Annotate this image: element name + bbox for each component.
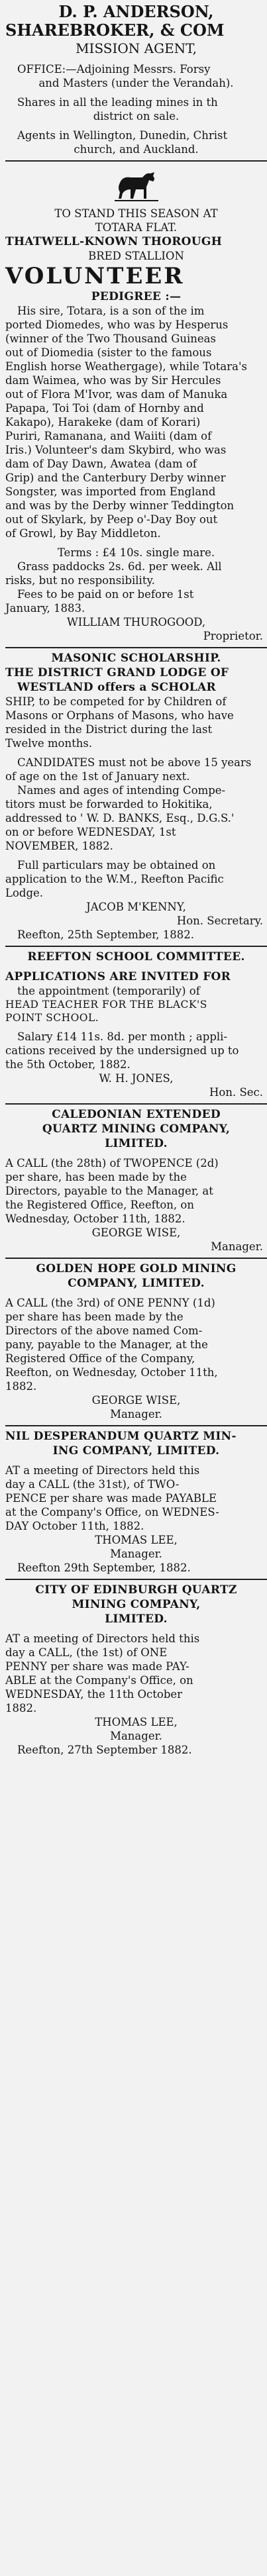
golden-hope-body-line: Registered Office of the Company, <box>5 1352 195 1365</box>
terms-line: Terms : £4 10s. single mare. <box>57 546 215 559</box>
masonic-signature: JACOB M'KENNY, <box>86 901 186 913</box>
edinburgh-ad <box>5 1580 267 1761</box>
pedigree-line: (winner of the Two Thousand Guineas <box>5 332 216 345</box>
pedigree-line: Grip) and the Canterbury Derby winner <box>5 471 226 484</box>
horse-icon <box>113 170 160 204</box>
golden-hope-heading-2: COMPANY, LIMITED. <box>68 1277 205 1290</box>
stallion-line-2: TOTARA FLAT. <box>95 221 178 234</box>
edinburgh-body-line: WEDNESDAY, the 11th October <box>5 1688 183 1701</box>
school-body-line: HEAD TEACHER FOR THE BLACK'S <box>5 999 207 1011</box>
sharebroker-ad <box>5 0 267 162</box>
pedigree-line: Songster, was imported from England <box>5 485 216 498</box>
school-signature-role: Hon. Sec. <box>209 1086 263 1099</box>
masonic-body-line: THE DISTRICT GRAND LODGE OF <box>5 666 229 679</box>
caledonian-heading: CALEDONIAN EXTENDED <box>52 1108 221 1121</box>
caledonian-heading-3: LIMITED. <box>105 1137 168 1150</box>
school-signature: W. H. JONES, <box>99 1072 174 1085</box>
nil-signature-role: Manager. <box>110 1548 162 1560</box>
names-line: NOVEMBER, 1882. <box>5 840 113 852</box>
pedigree-line: Iris.) Volunteer's dam Skybird, who was <box>5 444 227 456</box>
fees-line-2: January, 1883. <box>5 602 85 615</box>
caledonian-signature-role: Manager. <box>211 1240 263 1253</box>
school-heading: REEFTON SCHOOL COMMITTEE. <box>27 950 245 964</box>
pedigree-line: Puriri, Ramanana, and Waiiti (dam of <box>5 430 212 442</box>
masonic-ad <box>5 648 267 947</box>
school-body-line: the appointment (temporarily) of <box>17 985 200 997</box>
edinburgh-body-line: PENNY per share was made PAY- <box>5 1660 189 1673</box>
nil-body-line: at the Company's Office, on WEDNES- <box>5 1506 219 1518</box>
masonic-body-line: resided in the District during the last <box>5 723 213 736</box>
school-body-line: APPLICATIONS ARE INVITED FOR <box>5 970 231 983</box>
names-line: titors must be forwarded to Hokitika, <box>5 798 213 811</box>
golden-hope-body-line: 1882. <box>5 1380 37 1393</box>
office-line-2: and Masters (under the Verandah). <box>38 77 234 89</box>
golden-hope-ad <box>5 1259 267 1426</box>
names-line: addressed to ' W. D. BANKS, Esq., D.G.S.' <box>5 812 235 824</box>
nil-desperandum-ad <box>5 1426 267 1580</box>
masonic-body-line: SHIP, to be competed for by Children of <box>5 695 227 708</box>
candidates-line: CANDIDATES must not be above 15 years <box>17 756 252 769</box>
edinburgh-heading-2: MINING COMPANY, <box>72 1598 201 1611</box>
nil-body-line: PENCE per share was made PAYABLE <box>5 1492 217 1505</box>
caledonian-ad <box>5 1105 267 1259</box>
golden-hope-body-line: Directors of the above named Com- <box>5 1324 203 1337</box>
edinburgh-heading-3: LIMITED. <box>105 1612 168 1626</box>
masonic-date: Reefton, 25th September, 1882. <box>17 928 195 941</box>
stallion-line-4: BRED STALLION <box>88 250 184 262</box>
pedigree-line: English horse Weathergage), while Totara's <box>5 360 247 373</box>
edinburgh-body-line: 1882. <box>5 1702 37 1714</box>
pedigree-line: of Growl, by Bay Middleton. <box>5 527 161 540</box>
names-line: Names and ages of intending Compe- <box>17 784 226 797</box>
agents-line: Agents in Wellington, Dunedin, Christ <box>17 129 228 142</box>
caledonian-body-line: Wednesday, October 11th, 1882. <box>5 1213 186 1225</box>
edinburgh-body-line: AT a meeting of Directors held this <box>5 1632 200 1645</box>
caledonian-body-line: the Registered Office, Reefton, on <box>5 1199 194 1211</box>
caledonian-body-line: per share, has been made by the <box>5 1171 187 1183</box>
nil-heading: NIL DESPERANDUM QUARTZ MIN- <box>5 1430 237 1443</box>
edinburgh-date: Reefton, 27th September 1882. <box>17 1744 192 1756</box>
pedigree-line: dam of Day Dawn, Awatea (dam of <box>5 458 197 470</box>
nil-heading-2: ING COMPANY, LIMITED. <box>52 1444 220 1458</box>
stallion-name: VOLUNTEER <box>5 263 185 289</box>
caledonian-signature: GEORGE WISE, <box>91 1226 181 1239</box>
agents-line-2: church, and Auckland. <box>74 143 199 156</box>
nil-body-line: day a CALL (the 31st), of TWO- <box>5 1478 180 1491</box>
pedigree-line: ported Diomedes, who was by Hesperus <box>5 319 229 331</box>
fees-line: Fees to be paid on or before 1st <box>17 588 194 601</box>
stallion-line-3: THATWELL-KNOWN THOROUGH <box>5 235 223 248</box>
school-body-line: POINT SCHOOL. <box>5 1012 99 1024</box>
stallion-signature-role: Proprietor. <box>203 630 263 642</box>
pedigree-heading: PEDIGREE :— <box>91 290 182 303</box>
particulars-line: Full particulars may be obtained on <box>17 859 216 871</box>
agent-title: SHAREBROKER, & COM <box>5 21 225 40</box>
pedigree-line: out of Diomedia (sister to the famous <box>5 346 212 359</box>
golden-hope-body-line: pany, payable to the Manager, at the <box>5 1338 208 1351</box>
golden-hope-signature-role: Manager. <box>110 1408 162 1420</box>
names-line: on or before WEDNESDAY, 1st <box>5 826 176 838</box>
golden-hope-signature: GEORGE WISE, <box>91 1394 181 1407</box>
pedigree-line: out of Flora M'Ivor, was dam of Manuka <box>5 388 228 401</box>
office-line: OFFICE:—Adjoining Messrs. Forsy <box>17 63 211 75</box>
candidates-line-2: of age on the 1st of January next. <box>5 770 190 783</box>
pedigree-line: dam Waimea, who was by Sir Hercules <box>5 374 221 387</box>
edinburgh-signature-role: Manager. <box>110 1730 162 1742</box>
pedigree-line: His sire, Totara, is a son of the im <box>17 305 205 317</box>
caledonian-body-line: Directors, payable to the Manager, at <box>5 1185 213 1197</box>
stallion-line-1: TO STAND THIS SEASON AT <box>54 207 218 220</box>
grass-line-2: risks, but no responsibility. <box>5 574 155 587</box>
edinburgh-heading: CITY OF EDINBURGH QUARTZ <box>35 1583 237 1597</box>
nil-signature: THOMAS LEE, <box>95 1534 178 1546</box>
edinburgh-signature: THOMAS LEE, <box>95 1716 178 1728</box>
particulars-line: Lodge. <box>5 887 44 899</box>
stallion-ad <box>5 162 267 648</box>
pedigree-line: and was by the Derby winner Teddington <box>5 499 235 512</box>
shares-line-2: district on sale. <box>93 110 180 123</box>
caledonian-heading-2: QUARTZ MINING COMPANY, <box>42 1122 231 1136</box>
pedigree-line: Papapa, Toi Toi (dam of Hornby and <box>5 402 204 415</box>
masonic-heading: MASONIC SCHOLARSHIP. <box>51 652 221 665</box>
masonic-body-line: WESTLAND offers a SCHOLAR <box>17 681 216 694</box>
masonic-body-line: Twelve months. <box>5 737 93 750</box>
agent-name: D. P. ANDERSON, <box>58 2 214 21</box>
pedigree-line: Kakapo), Harakeke (dam of Korari) <box>5 416 201 428</box>
agent-title-2: MISSION AGENT, <box>76 40 197 56</box>
golden-hope-heading: GOLDEN HOPE GOLD MINING <box>36 1262 237 1275</box>
edinburgh-body-line: ABLE at the Company's Office, on <box>5 1674 193 1687</box>
nil-date: Reefton 29th September, 1882. <box>17 1561 191 1574</box>
pedigree-line: out of Skylark, by Peep o'-Day Boy out <box>5 513 218 526</box>
shares-line: Shares in all the leading mines in th <box>17 96 218 109</box>
masonic-body-line: Masons or Orphans of Masons, who have <box>5 709 234 722</box>
golden-hope-body-line: Reefton, on Wednesday, October 11th, <box>5 1366 218 1379</box>
masonic-signature-role: Hon. Secretary. <box>176 915 263 927</box>
school-ad <box>5 947 267 1105</box>
salary-line: Salary £14 11s. 8d. per month ; appli- <box>17 1030 228 1043</box>
golden-hope-body-line: per share has been made by the <box>5 1311 184 1323</box>
pedigree-text <box>5 304 267 540</box>
golden-hope-body-line: A CALL (the 3rd) of ONE PENNY (1d) <box>5 1297 215 1309</box>
nil-body-line: DAY October 11th, 1882. <box>5 1520 144 1532</box>
edinburgh-body-line: day a CALL, (the 1st) of ONE <box>5 1646 168 1659</box>
stallion-signature: WILLIAM THUROGOOD, <box>66 616 206 628</box>
nil-body-line: AT a meeting of Directors held this <box>5 1464 200 1477</box>
salary-line: the 5th October, 1882. <box>5 1058 131 1071</box>
particulars-line: application to the W.M., Reefton Pacific <box>5 873 224 885</box>
caledonian-body-line: A CALL (the 28th) of TWOPENCE (2d) <box>5 1157 219 1169</box>
grass-line: Grass paddocks 2s. 6d. per week. All <box>17 560 222 573</box>
salary-line: cations received by the undersigned up to <box>5 1044 239 1057</box>
